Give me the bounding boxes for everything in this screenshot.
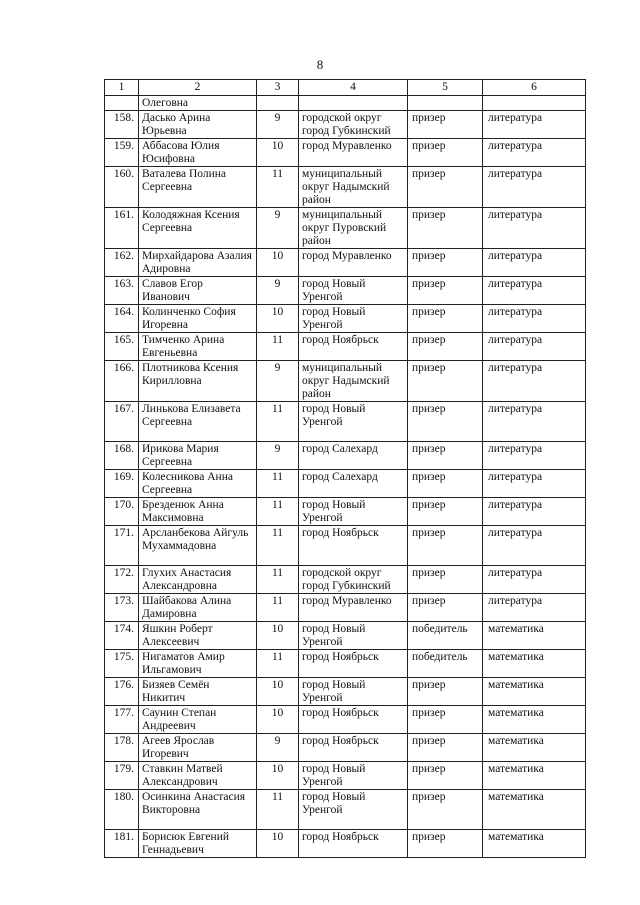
column-header: 3	[257, 80, 299, 96]
table-row	[105, 111, 586, 139]
table-row	[105, 208, 586, 249]
participant-name: Шайбакова Алина Дамировна	[139, 594, 257, 622]
participant-name: Бизяев Семён Никитич	[139, 678, 257, 706]
row-number	[105, 96, 139, 111]
row-number: 164.	[105, 305, 139, 333]
municipality: муниципальный округ Надымский район	[299, 361, 408, 402]
table-row	[105, 167, 586, 208]
row-number: 176.	[105, 678, 139, 706]
status: призер	[408, 526, 483, 566]
participant-name: Брезденюк Анна Максимовна	[139, 498, 257, 526]
column-header: 5	[408, 80, 483, 96]
table-row	[105, 650, 586, 678]
participant-name: Ирикова Мария Сергеевна	[139, 442, 257, 470]
municipality: городской округ город Губкинский	[299, 566, 408, 594]
subject: математика	[483, 762, 586, 790]
grade: 11	[257, 470, 299, 498]
participant-name: Арсланбекова Айгуль Мухаммадовна	[139, 526, 257, 566]
municipality: город Муравленко	[299, 594, 408, 622]
table-row	[105, 277, 586, 305]
participant-name: Линькова Елизавета Сергеевна	[139, 402, 257, 442]
status: призер	[408, 678, 483, 706]
grade: 9	[257, 734, 299, 762]
subject: литература	[483, 361, 586, 402]
subject	[483, 96, 586, 111]
participant-name: Плотникова Ксения Кирилловна	[139, 361, 257, 402]
participant-name: Борисюк Евгений Геннадьевич	[139, 830, 257, 858]
row-number: 177.	[105, 706, 139, 734]
participant-name: Славов Егор Иванович	[139, 277, 257, 305]
grade: 10	[257, 622, 299, 650]
grade: 10	[257, 249, 299, 277]
participant-name: Дасько Арина Юрьевна	[139, 111, 257, 139]
municipality: город Ноябрьск	[299, 333, 408, 361]
table-row	[105, 566, 586, 594]
table-row	[105, 139, 586, 167]
grade: 11	[257, 650, 299, 678]
grade: 10	[257, 706, 299, 734]
municipality: город Новый Уренгой	[299, 790, 408, 830]
grade: 11	[257, 790, 299, 830]
table-row	[105, 96, 586, 111]
table-row	[105, 706, 586, 734]
table-row	[105, 402, 586, 442]
status: призер	[408, 249, 483, 277]
row-number: 168.	[105, 442, 139, 470]
subject: литература	[483, 442, 586, 470]
municipality: город Новый Уренгой	[299, 305, 408, 333]
status: призер	[408, 566, 483, 594]
grade: 11	[257, 594, 299, 622]
municipality: город Ноябрьск	[299, 526, 408, 566]
subject: математика	[483, 734, 586, 762]
status: призер	[408, 305, 483, 333]
subject: математика	[483, 622, 586, 650]
grade: 9	[257, 442, 299, 470]
status: призер	[408, 498, 483, 526]
row-number: 160.	[105, 167, 139, 208]
status: призер	[408, 277, 483, 305]
subject: литература	[483, 208, 586, 249]
row-number: 178.	[105, 734, 139, 762]
participant-name: Яшкин Роберт Алексеевич	[139, 622, 257, 650]
subject: литература	[483, 249, 586, 277]
grade: 11	[257, 402, 299, 442]
row-number: 161.	[105, 208, 139, 249]
status: призер	[408, 762, 483, 790]
municipality: город Салехард	[299, 442, 408, 470]
grade: 9	[257, 361, 299, 402]
municipality: город Муравленко	[299, 249, 408, 277]
municipality: город Новый Уренгой	[299, 762, 408, 790]
grade: 11	[257, 333, 299, 361]
table-row	[105, 333, 586, 361]
status: призер	[408, 706, 483, 734]
row-number: 166.	[105, 361, 139, 402]
status: призер	[408, 830, 483, 858]
status: призер	[408, 734, 483, 762]
row-number: 179.	[105, 762, 139, 790]
grade: 10	[257, 678, 299, 706]
table-row	[105, 734, 586, 762]
table-row	[105, 622, 586, 650]
participant-name: Осинкина Анастасия Викторовна	[139, 790, 257, 830]
subject: литература	[483, 498, 586, 526]
table-row	[105, 594, 586, 622]
grade: 9	[257, 111, 299, 139]
grade: 9	[257, 277, 299, 305]
grade	[257, 96, 299, 111]
grade: 11	[257, 498, 299, 526]
row-number: 165.	[105, 333, 139, 361]
subject: литература	[483, 594, 586, 622]
row-number: 175.	[105, 650, 139, 678]
table-row	[105, 249, 586, 277]
row-number: 181.	[105, 830, 139, 858]
table-row	[105, 526, 586, 566]
municipality: муниципальный округ Пуровский район	[299, 208, 408, 249]
municipality: городской округ город Губкинский	[299, 111, 408, 139]
grade: 10	[257, 305, 299, 333]
municipality: город Новый Уренгой	[299, 498, 408, 526]
table-row	[105, 442, 586, 470]
row-number: 170.	[105, 498, 139, 526]
header-row	[105, 80, 586, 96]
municipality: город Ноябрьск	[299, 734, 408, 762]
participant-name: Агеев Ярослав Игоревич	[139, 734, 257, 762]
participant-name: Мирхайдарова Азалия Адировна	[139, 249, 257, 277]
row-number: 163.	[105, 277, 139, 305]
row-number: 162.	[105, 249, 139, 277]
subject: литература	[483, 167, 586, 208]
status: призер	[408, 361, 483, 402]
subject: литература	[483, 139, 586, 167]
status: призер	[408, 111, 483, 139]
table-body	[105, 96, 586, 858]
participant-name: Тимченко Арина Евгеньевна	[139, 333, 257, 361]
subject: литература	[483, 566, 586, 594]
participant-name: Ваталева Полина Сергеевна	[139, 167, 257, 208]
column-header: 2	[139, 80, 257, 96]
subject: математика	[483, 830, 586, 858]
grade: 11	[257, 566, 299, 594]
table-row	[105, 830, 586, 858]
municipality: город Салехард	[299, 470, 408, 498]
participant-name: Ставкин Матвей Александрович	[139, 762, 257, 790]
municipality: город Новый Уренгой	[299, 622, 408, 650]
status: призер	[408, 333, 483, 361]
row-number: 159.	[105, 139, 139, 167]
row-number: 172.	[105, 566, 139, 594]
status: победитель	[408, 650, 483, 678]
status	[408, 96, 483, 111]
grade: 9	[257, 208, 299, 249]
row-number: 167.	[105, 402, 139, 442]
status: призер	[408, 594, 483, 622]
column-header: 6	[483, 80, 586, 96]
municipality: город Ноябрьск	[299, 830, 408, 858]
subject: литература	[483, 333, 586, 361]
page-number: 8	[316, 57, 324, 72]
subject: математика	[483, 650, 586, 678]
grade: 10	[257, 830, 299, 858]
participant-name: Саунин Степан Андреевич	[139, 706, 257, 734]
municipality: город Новый Уренгой	[299, 277, 408, 305]
subject: литература	[483, 526, 586, 566]
subject: математика	[483, 790, 586, 830]
column-header: 4	[299, 80, 408, 96]
participant-name: Колесникова Анна Сергеевна	[139, 470, 257, 498]
table-row	[105, 678, 586, 706]
municipality: муниципальный округ Надымский район	[299, 167, 408, 208]
grade: 10	[257, 139, 299, 167]
table-row	[105, 361, 586, 402]
status: победитель	[408, 622, 483, 650]
status: призер	[408, 442, 483, 470]
participant-name: Колодяжная Ксения Сергеевна	[139, 208, 257, 249]
municipality: город Ноябрьск	[299, 650, 408, 678]
municipality	[299, 96, 408, 111]
participant-name: Глухих Анастасия Александровна	[139, 566, 257, 594]
table-row	[105, 470, 586, 498]
status: призер	[408, 470, 483, 498]
status: призер	[408, 167, 483, 208]
status: призер	[408, 790, 483, 830]
grade: 11	[257, 167, 299, 208]
subject: математика	[483, 678, 586, 706]
subject: литература	[483, 277, 586, 305]
table-row	[105, 305, 586, 333]
status: призер	[408, 402, 483, 442]
subject: математика	[483, 706, 586, 734]
municipality: город Новый Уренгой	[299, 678, 408, 706]
municipality: город Муравленко	[299, 139, 408, 167]
participant-name: Олеговна	[139, 96, 257, 111]
subject: литература	[483, 402, 586, 442]
subject: литература	[483, 305, 586, 333]
subject: литература	[483, 470, 586, 498]
row-number: 174.	[105, 622, 139, 650]
table-row	[105, 762, 586, 790]
row-number: 173.	[105, 594, 139, 622]
participant-name: Колинченко София Игоревна	[139, 305, 257, 333]
column-header: 1	[105, 80, 139, 96]
row-number: 180.	[105, 790, 139, 830]
status: призер	[408, 139, 483, 167]
status: призер	[408, 208, 483, 249]
row-number: 158.	[105, 111, 139, 139]
grade: 11	[257, 526, 299, 566]
table-row	[105, 498, 586, 526]
subject: литература	[483, 111, 586, 139]
results-table	[104, 79, 586, 858]
grade: 10	[257, 762, 299, 790]
participant-name: Аббасова Юлия Юсифовна	[139, 139, 257, 167]
participant-name: Нигаматов Амир Ильгамович	[139, 650, 257, 678]
municipality: город Новый Уренгой	[299, 402, 408, 442]
table-row	[105, 790, 586, 830]
row-number: 169.	[105, 470, 139, 498]
municipality: город Ноябрьск	[299, 706, 408, 734]
row-number: 171.	[105, 526, 139, 566]
